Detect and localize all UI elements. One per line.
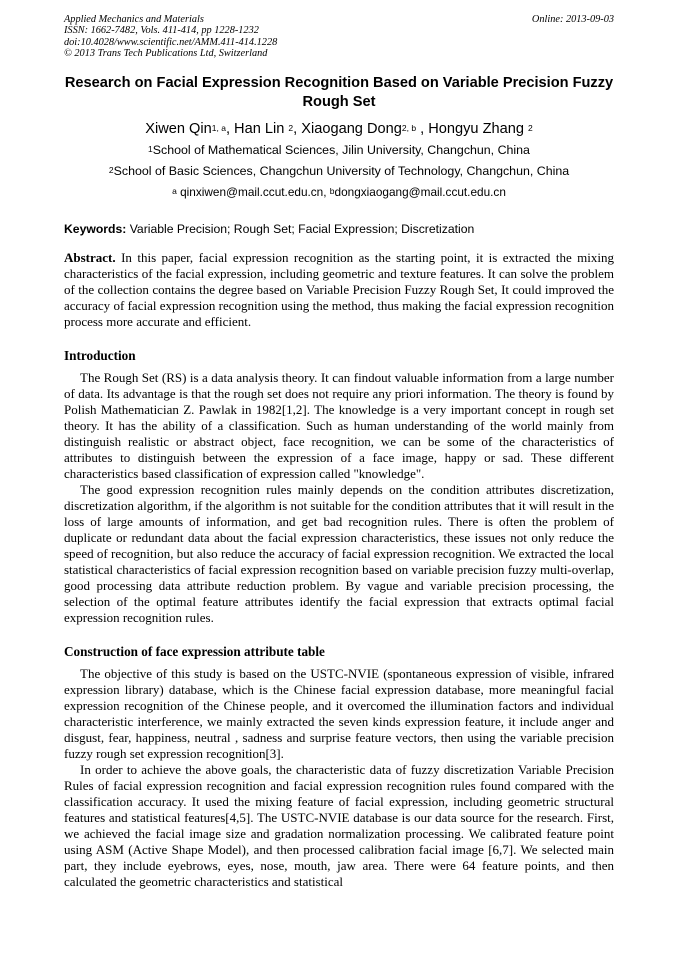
author: Han Lin $^2$, [234, 120, 302, 137]
intro-paragraph-2: The good expression recognition rules mainly depends on the condition attributes discretization, discretization algorithm, if the algorithm is not suitable for the condition attributes that it will result in the loss of large amounts of information, and get bad recognition rules. There is often the problem of duplicate or redundant data about the facial expression characteristics, these issues not only reduce the speed of recognition, but also reduce the accuracy of facial expression recognition. We extracted the local statistical characteristics of facial expression recognition based on variable precision fuzzy multi-overlap, good processing data attribute reduction problem. By vague and variable precision processing, the selection of the optimal feature attributes identify the facial expression that extracts optimal facial expression recognition rules. [64, 481, 614, 625]
abstract [64, 250, 614, 330]
copyright-line: © 2013 Trans Tech Publications Ltd, Switzerland [64, 48, 268, 60]
author: Xiwen Qin$^{1, a}$, [145, 120, 235, 137]
keywords-text: Variable Precision; Rough Set; Facial Expression; Discretization [126, 221, 475, 236]
author: Xiaogang Dong$^{2, b}$ , [301, 120, 429, 137]
online-date: Online: 2013-09-03 [531, 14, 614, 25]
intro-paragraph-1: The Rough Set (RS) is a data analysis theory. It can findout valuable information from a large number of data. Its advantage is that the rough set does not require any priori information. The theory is found by Polish Mathematician Z. Pawlak in 1982[1,2]. The knowledge is a very important concept in rough set theory. It has the ability of a classification. Such as human understanding of the world mainly from distinguish realistic or abstract object, face recognition, we can be some of the characteristics of attributes to distinguish between the expression of a face image, happy or sad. These different characteristics based classification of expression called "knowledge". [64, 369, 614, 481]
affiliation-2: $^2$School of Basic Sciences, Changchun University of Technology, Changchun, China [108, 163, 570, 178]
keywords-label: Keywords: [64, 221, 127, 236]
keywords [64, 222, 614, 237]
construction-paragraph-1: The objective of this study is based on the USTC-NVIE (spontaneous expression of visible, infrared expression library) database, which is the Chinese facial expression database, more meaningful facial expression recognition of the Chinese people, and it overcomed the illumination factors and individual characteristic interference, we mainly extracted the seven kinds expression feature, it include anger and disgust, fear, happiness, neutral , sadness and surprise feature vectors, then using the variable precision fuzzy rough set expression recognition[3]. [64, 665, 614, 761]
doi-line[interactable]: doi:10.4028/www.scientific.net/AMM.411-414.1228 [64, 36, 278, 48]
issn-line: ISSN: 1662-7482, Vols. 411-414, pp 1228-1232 [64, 25, 259, 37]
paper-title: Research on Facial Expression Recognition Based on Variable Precision Fuzzy Rough Set [64, 74, 614, 110]
author-emails: $^a$ qinxiwen@mail.ccut.edu.cn, $^b$dongxiaogang@mail.ccut.edu.cn [172, 184, 506, 199]
paper-page [64, 14, 614, 890]
affiliation-1: $^1$School of Mathematical Sciences, Jilin University, Changchun, China [148, 142, 530, 157]
abstract-text: In this paper, facial expression recognition as the starting point, it is extracted the mixing characteristics of the facial expression, including geometric and texture features. It can solve the problem of the collection contains the degree based on Variable Precision Fuzzy Rough Set, It could improved the accuracy of facial expression recognition using the method, thus making the facial expression recognition process more accurate and efficient. [64, 249, 614, 329]
construction-paragraph-2: In order to achieve the above goals, the characteristic data of fuzzy discretization Variable Precision Rules of facial expression recognition and facial expression recognition rules found compared with the classification accuracy. It used the mixing feature of facial expression, including geometric structural features and statistical features[4,5]. The USTC-NVIE database is our data source for the research. First, we achieved the facial image size and gradation normalization processing. We calibrated feature point using ASM (Active Shape Model), and then processed calibration facial image [6,7]. We selected main part, they include eyebrows, eyes, nose, mouth, jaw area. There were 64 feature points, and then calculated the geometric characteristics and statistical [64, 761, 614, 889]
email-a[interactable]: qinxiwen@mail.ccut.edu.cn, [176, 184, 330, 199]
journal-name: Applied Mechanics and Materials [64, 14, 204, 25]
abstract-label: Abstract. [64, 249, 116, 265]
email-b[interactable]: dongxiaogang@mail.ccut.edu.cn [334, 184, 506, 199]
author: Hongyu Zhang $^2$ [428, 120, 533, 137]
author-list [64, 120, 614, 138]
running-header [64, 14, 614, 60]
section-heading-construction: Construction of face expression attribute table [64, 643, 325, 659]
section-heading-introduction: Introduction [64, 347, 136, 363]
